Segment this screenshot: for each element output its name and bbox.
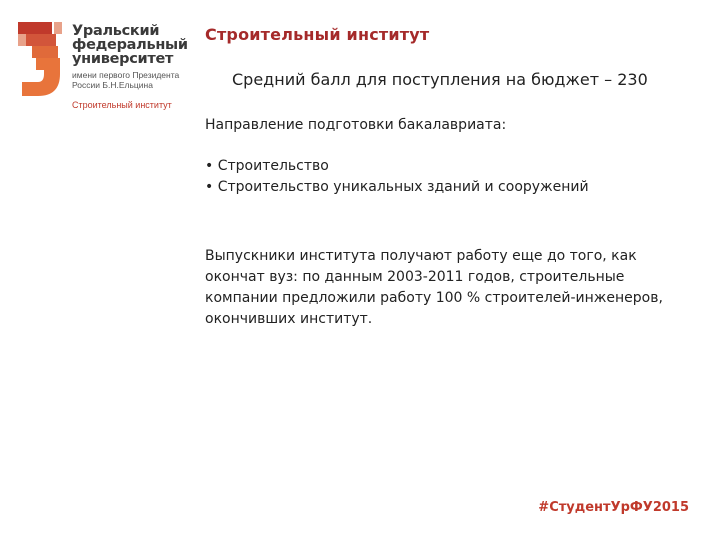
university-name-line: федеральный [72,37,188,53]
direction-item: • Строительство уникальных зданий и сооружений [205,177,589,198]
university-name-line: Уральский [72,23,160,39]
graduates-paragraph: Выпускники института получают работу еще до того, как окончат вуз: по данным 2003-2011 годов, строительные компании предложили работу 100 % строителей-инженеров, окончивших институт. [205,248,663,327]
university-subtitle-line: России Б.Н.Ельцина [72,79,153,90]
university-subtitle-line: имени первого Президента [72,70,180,80]
admission-score: Средний балл для поступления на бюджет – 230 [232,70,648,89]
urfu-logo [18,22,188,117]
direction-label: Направление подготовки бакалавриата: [205,117,507,133]
slide-title: Строительный институт [205,25,430,44]
direction-list [205,156,589,198]
institute-tag: Строительный институт [72,100,172,110]
urfu-emblem-icon [18,22,66,98]
direction-item: • Строительство [205,156,589,177]
hashtag: #СтудентУрФУ2015 [538,500,689,515]
university-name-line: университет [72,51,174,67]
